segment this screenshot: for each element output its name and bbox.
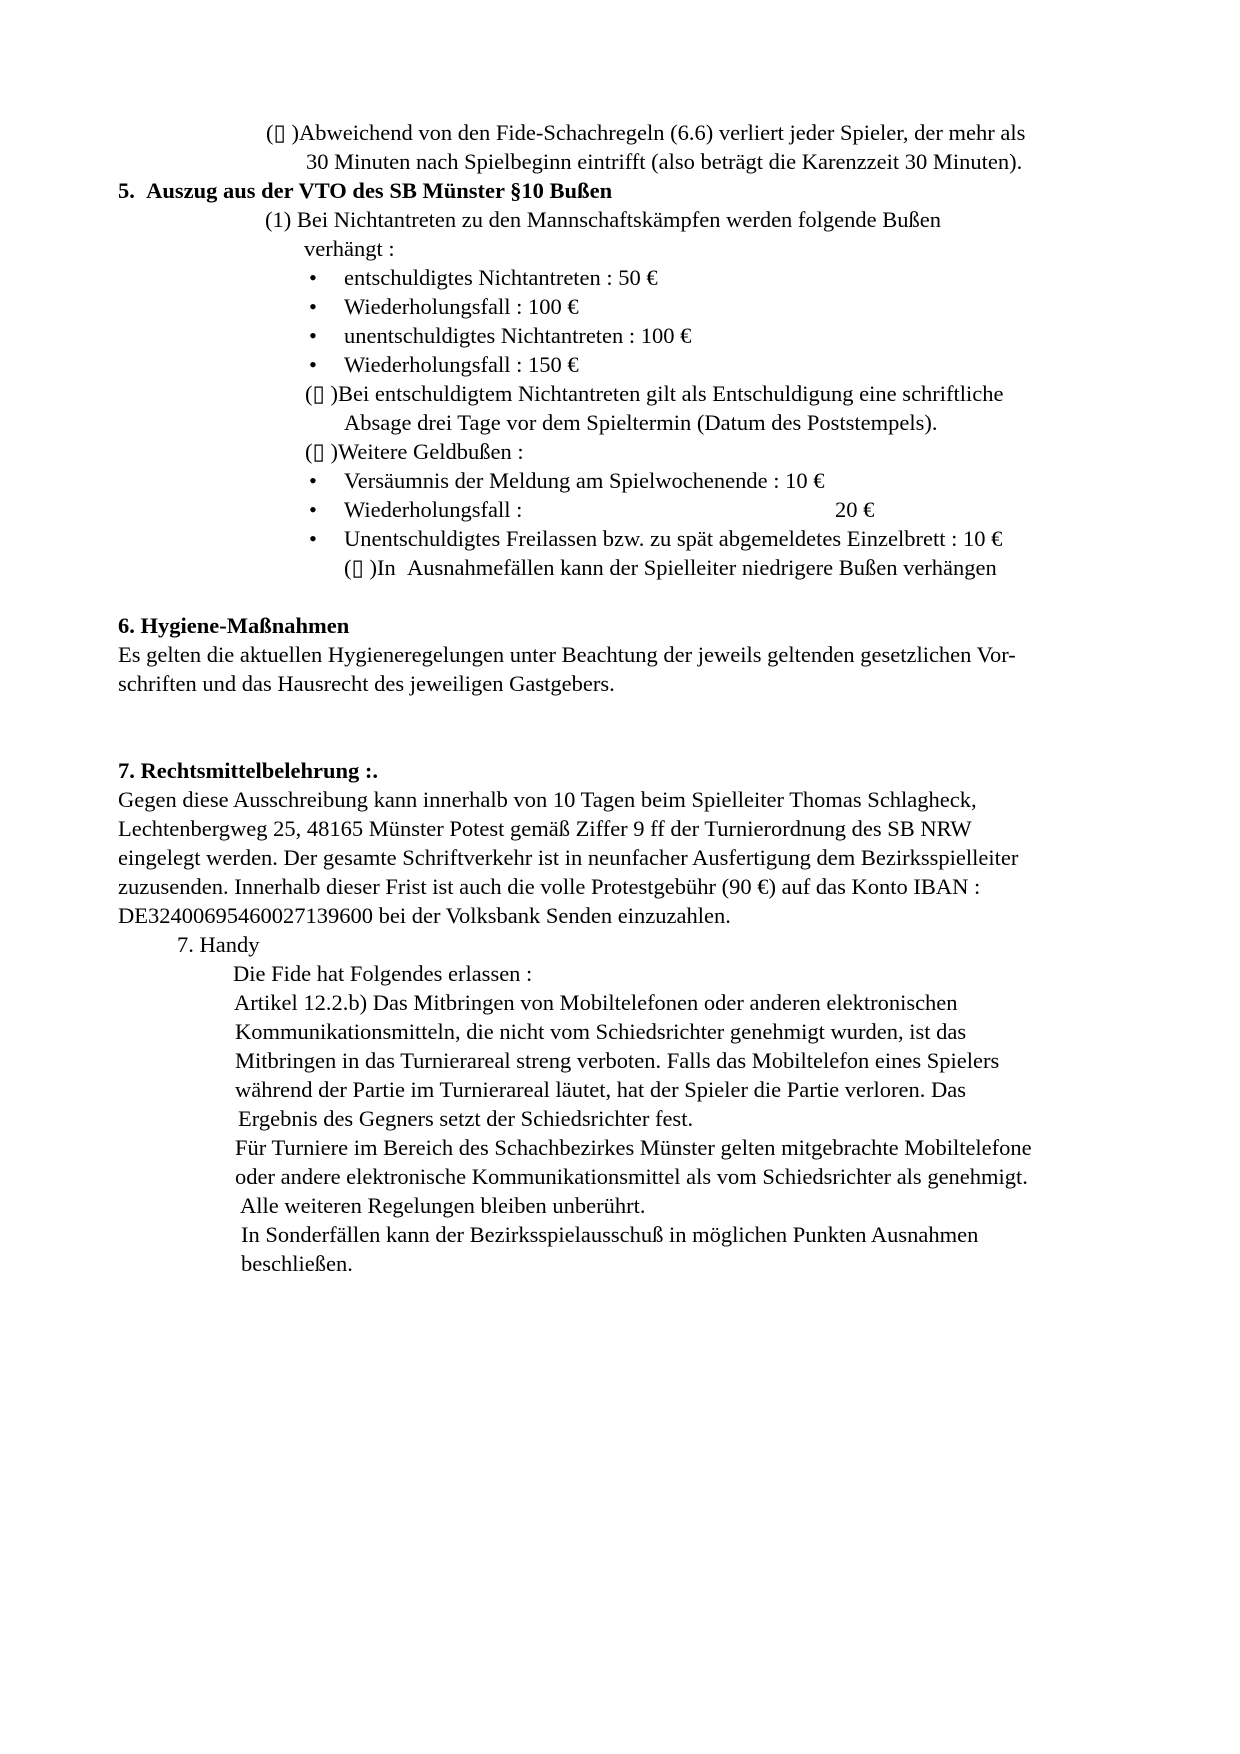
- paragraph-line: DE32400695460027139600 bei der Volksbank Senden einzuzahlen.: [118, 903, 731, 928]
- bullet-icon: •: [309, 468, 317, 493]
- paragraph-text: Abweichend von den Fide-Schachregeln (6.6) verliert jeder Spieler, der mehr als: [299, 120, 1026, 145]
- paragraph-line: eingelegt werden. Der gesamte Schriftverkehr ist in neunfacher Ausfertigung dem Bezirksspielleiter: [118, 845, 1019, 870]
- list-item: unentschuldigtes Nichtantreten : 100 €: [344, 323, 692, 348]
- paragraph-line: schriften und das Hausrecht des jeweiligen Gastgebers.: [118, 671, 615, 696]
- list-item: Versäumnis der Meldung am Spielwochenende : 10 €: [344, 468, 825, 493]
- paragraph-marker: (▯ ): [344, 555, 377, 580]
- paragraph-line: Artikel 12.2.b) Das Mitbringen von Mobiltelefonen oder anderen elektronischen: [234, 990, 958, 1015]
- rule-paragraph-line: 30 Minuten nach Spielbeginn eintrifft (also beträgt die Karenzzeit 30 Minuten).: [306, 149, 1023, 174]
- paragraph-line: Für Turniere im Bereich des Schachbezirkes Münster gelten mitgebrachte Mobiltelefone: [235, 1135, 1032, 1160]
- bullet-icon: •: [309, 526, 317, 551]
- paragraph-line: beschließen.: [241, 1251, 353, 1276]
- paragraph-text: In Ausnahmefällen kann der Spielleiter niedrigere Bußen verhängen: [377, 555, 997, 580]
- list-item: Unentschuldigtes Freilassen bzw. zu spät abgemeldetes Einzelbrett : 10 €: [344, 526, 1003, 551]
- paragraph-line: Mitbringen in das Turnierareal streng verboten. Falls das Mobiltelefon eines Spielers: [235, 1048, 1000, 1073]
- bullet-icon: •: [309, 352, 317, 377]
- paragraph-line: während der Partie im Turnierareal läutet, hat der Spieler die Partie verloren. Das: [235, 1077, 966, 1102]
- paragraph-text: Weitere Geldbußen :: [338, 439, 524, 464]
- paragraph-line: [305, 379, 1003, 408]
- paragraph-line: oder andere elektronische Kommunikationsmittel als vom Schiedsrichter als genehmigt.: [235, 1164, 1028, 1189]
- list-item-amount: 20 €: [835, 497, 875, 522]
- paragraph-marker: (▯ ): [305, 439, 338, 464]
- paragraph-line: verhängt :: [304, 236, 395, 261]
- rule-paragraph-line: [266, 118, 1025, 147]
- section-heading-handy: 7. Handy: [177, 932, 260, 957]
- list-item: Wiederholungsfall :: [344, 497, 523, 522]
- paragraph-line: [344, 553, 997, 582]
- section-heading-6: 6. Hygiene-Maßnahmen: [118, 613, 350, 638]
- paragraph-line: Gegen diese Ausschreibung kann innerhalb von 10 Tagen beim Spielleiter Thomas Schlagheck,: [118, 787, 977, 812]
- bullet-icon: •: [309, 497, 317, 522]
- bullet-icon: •: [309, 294, 317, 319]
- paragraph-line: zuzusenden. Innerhalb dieser Frist ist auch die volle Protestgebühr (90 €) auf das Konto IBAN :: [118, 874, 981, 899]
- bullet-icon: •: [309, 265, 317, 290]
- paragraph-line: Kommunikationsmitteln, die nicht vom Schiedsrichter genehmigt wurden, ist das: [235, 1019, 967, 1044]
- paragraph-line: Lechtenbergweg 25, 48165 Münster Potest gemäß Ziffer 9 ff der Turnierordnung des SB NRW: [118, 816, 972, 841]
- list-item: entschuldigtes Nichtantreten : 50 €: [344, 265, 658, 290]
- section-heading-7: 7. Rechtsmittelbelehrung :.: [118, 758, 378, 783]
- paragraph-line: Ergebnis des Gegners setzt der Schiedsrichter fest.: [238, 1106, 694, 1131]
- paragraph-marker: (▯ ): [266, 120, 299, 145]
- paragraph-line: Absage drei Tage vor dem Spieltermin (Datum des Poststempels).: [344, 410, 938, 435]
- paragraph-line: Die Fide hat Folgendes erlassen :: [233, 961, 533, 986]
- paragraph-line: (1) Bei Nichtantreten zu den Mannschaftskämpfen werden folgende Bußen: [265, 207, 942, 232]
- section-heading-5: 5. Auszug aus der VTO des SB Münster §10 Bußen: [118, 178, 613, 203]
- bullet-icon: •: [309, 323, 317, 348]
- paragraph-marker: (▯ ): [305, 381, 338, 406]
- paragraph-line: Es gelten die aktuellen Hygieneregelungen unter Beachtung der jeweils geltenden gesetzlichen Vor-: [118, 642, 1016, 667]
- paragraph-line: Alle weiteren Regelungen bleiben unberührt.: [240, 1193, 646, 1218]
- paragraph-line: [305, 437, 524, 466]
- paragraph-line: In Sonderfällen kann der Bezirksspielausschuß in möglichen Punkten Ausnahmen: [241, 1222, 979, 1247]
- list-item: Wiederholungsfall : 150 €: [344, 352, 579, 377]
- list-item: Wiederholungsfall : 100 €: [344, 294, 579, 319]
- paragraph-text: Bei entschuldigtem Nichtantreten gilt als Entschuldigung eine schriftliche: [338, 381, 1004, 406]
